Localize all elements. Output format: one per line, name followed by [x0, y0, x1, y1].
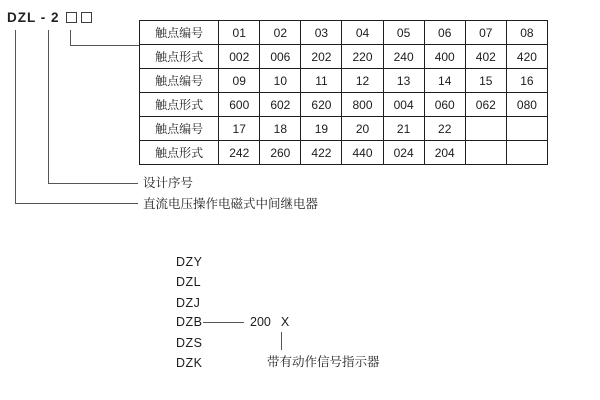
- table-cell: 09: [219, 69, 260, 93]
- table-cell: 03: [301, 21, 342, 45]
- table-cell: 600: [219, 93, 260, 117]
- table-row: [140, 117, 548, 141]
- table-cell: 002: [219, 45, 260, 69]
- table-row: [140, 141, 548, 165]
- dzb-example-code: [250, 313, 289, 331]
- table-cell: 05: [383, 21, 424, 45]
- connector-indicator-note: [281, 332, 282, 350]
- table-cell: 602: [260, 93, 301, 117]
- row-label-cell: 触点编号: [140, 69, 219, 93]
- connector-contact-code-vertical: [70, 30, 71, 45]
- series-item-dzy: DZY: [176, 255, 203, 269]
- table-cell: [506, 117, 547, 141]
- contact-code-table: [139, 20, 548, 165]
- table-cell: 12: [342, 69, 383, 93]
- model-digit-box-2: [81, 12, 92, 23]
- table-cell: 07: [465, 21, 506, 45]
- table-cell: 04: [342, 21, 383, 45]
- connector-dzb-code: [203, 322, 244, 323]
- row-label-cell: 触点形式: [140, 93, 219, 117]
- table-cell: 024: [383, 141, 424, 165]
- table-cell: 15: [465, 69, 506, 93]
- table-cell: 004: [383, 93, 424, 117]
- table-cell: 260: [260, 141, 301, 165]
- table-cell: 060: [424, 93, 465, 117]
- table-row: [140, 93, 548, 117]
- table-cell: 620: [301, 93, 342, 117]
- table-cell: 202: [301, 45, 342, 69]
- table-cell: [465, 117, 506, 141]
- table-cell: 10: [260, 69, 301, 93]
- model-digit-box-1: [66, 12, 77, 23]
- table-cell: 080: [506, 93, 547, 117]
- dzb-code-number: 200: [250, 315, 271, 329]
- table-cell: 20: [342, 117, 383, 141]
- table-cell: 01: [219, 21, 260, 45]
- table-cell: 440: [342, 141, 383, 165]
- table-cell: 02: [260, 21, 301, 45]
- series-item-dzk: DZK: [176, 356, 203, 370]
- table-cell: 21: [383, 117, 424, 141]
- connector-design-serial-horizontal: [48, 183, 138, 184]
- table-cell: 400: [424, 45, 465, 69]
- table-cell: 06: [424, 21, 465, 45]
- table-row: [140, 45, 548, 69]
- table-cell: 13: [383, 69, 424, 93]
- table-cell: 062: [465, 93, 506, 117]
- table-cell: 006: [260, 45, 301, 69]
- connector-relay-desc-vertical: [15, 30, 16, 203]
- table-cell: 17: [219, 117, 260, 141]
- table-cell: 08: [506, 21, 547, 45]
- row-label-cell: 触点编号: [140, 117, 219, 141]
- model-code-text: DZL - 2: [7, 10, 60, 25]
- design-serial-label: 设计序号: [143, 176, 194, 190]
- indicator-note-label: 带有动作信号指示器: [267, 355, 380, 369]
- row-label-cell: 触点形式: [140, 45, 219, 69]
- table-cell: 14: [424, 69, 465, 93]
- table-row: [140, 21, 548, 45]
- model-code: [7, 10, 92, 25]
- table-cell: 420: [506, 45, 547, 69]
- table-cell: 402: [465, 45, 506, 69]
- series-item-dzl: DZL: [176, 275, 202, 289]
- table-row: [140, 69, 548, 93]
- table-cell: 22: [424, 117, 465, 141]
- table-cell: 240: [383, 45, 424, 69]
- connector-design-serial-vertical: [48, 30, 49, 183]
- table-cell: 800: [342, 93, 383, 117]
- connector-contact-code-horizontal: [70, 45, 139, 46]
- table-cell: 220: [342, 45, 383, 69]
- row-label-cell: 触点形式: [140, 141, 219, 165]
- table-cell: 242: [219, 141, 260, 165]
- relay-description-label: 直流电压操作电磁式中间继电器: [143, 197, 319, 211]
- series-item-dzb: DZB: [176, 315, 203, 329]
- row-label-cell: 触点编号: [140, 21, 219, 45]
- table-cell: 204: [424, 141, 465, 165]
- table-cell: [465, 141, 506, 165]
- table-cell: [506, 141, 547, 165]
- table-cell: 16: [506, 69, 547, 93]
- table-cell: 11: [301, 69, 342, 93]
- series-item-dzj: DZJ: [176, 296, 201, 310]
- connector-relay-desc-horizontal: [15, 203, 138, 204]
- series-item-dzs: DZS: [176, 336, 203, 350]
- table-cell: 422: [301, 141, 342, 165]
- table-cell: 18: [260, 117, 301, 141]
- table-cell: 19: [301, 117, 342, 141]
- dzb-code-variant: X: [280, 315, 290, 329]
